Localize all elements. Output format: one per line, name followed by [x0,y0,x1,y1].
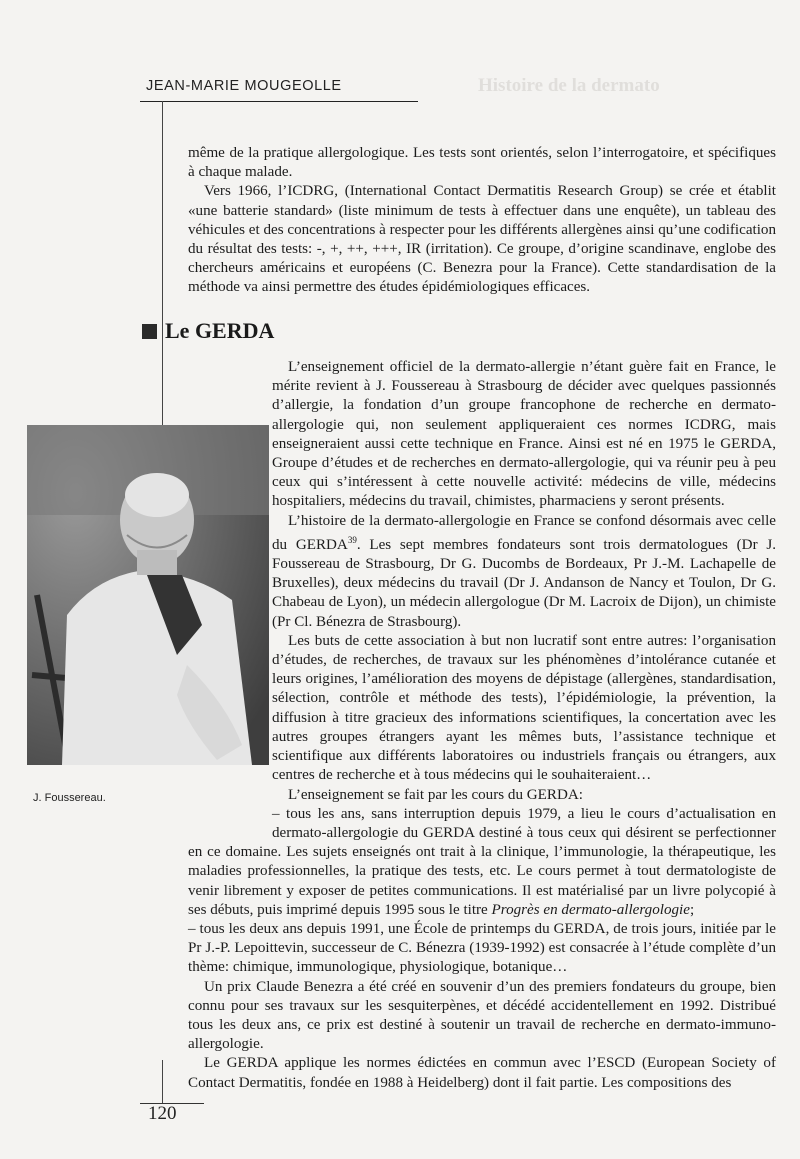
flow-paragraph-7: Un prix Claude Benezra a été créé en souvenir d’un des premiers fondateurs du groupe, bien connu pour ses travaux sur les sesquiterpènes, et décédé accidentellement en 1992. Distribué tous les deux ans, ce prix est destiné à soutenir un travail de recherche en dermato-immuno-allergologie. [188,978,776,1053]
section-bullet-square-icon [142,324,157,339]
section-heading [142,318,274,344]
running-header-author: JEAN-MARIE MOUGEOLLE [146,78,342,94]
flow-paragraph-6: – tous les deux ans depuis 1991, une École de printemps du GERDA, de trois jours, initiée par le Pr J.-P. Lepoittevin, successeur de C. Bénezra (1939-1992) est consacrée à l’étude complète d’un thème: chimique, immunologique, physiologique, botanique… [188,920,776,976]
flow-paragraph-5: – tous les ans, sans interruption depuis 1979, a lieu le cours d’actualisation en dermato-allergologie du GERDA destiné à tous ceux qui désirent se perfectionner en ce domaine. Les sujets enseignés ont trait à la clinique, l’immunologie, la thérapeutique, les maladies professionnelles, la pratique des tests, etc. Le cours permet à tout dermatologiste de venir librement y exposer de petites communications. Il est matérialisé par un livre polycopié à ses débuts, puis imprimé depuis 1995 sous le titre Progrès en dermato-allergologie; [188,805,776,918]
section-title: Le GERDA [165,318,275,343]
footer-margin-rule [162,1060,163,1103]
main-flow [188,358,776,1093]
page-number: 120 [148,1103,177,1124]
flow-paragraph-1: L’enseignement officiel de la dermato-allergie n’étant guère fait en France, le mérite revient à J. Foussereau à Strasbourg de décider avec quelques passionnés d’allergie, la fondation d’un groupe francophone de recherche en dermato-allergologie qui, non seulement appliqueraient ces normes ICDRG, mais enseigneraient aussi cette technique en France. Ainsi est né en 1975 le GERDA, Groupe d’études et de recherches en dermato-allergologie, qui va réunir peu à peu ceux qui s’intéressent à cette nouvelle activité: médecins de ville, médecins hospitaliers, médecins du travail, chimistes, pharmaciens y seront présents. [272,359,776,510]
book-title: Progrès en dermato-allergologie [491,901,690,918]
header-rule [140,101,418,102]
flow-paragraph-3: Les buts de cette association à but non lucratif sont entre autres: l’organisation d’études, de recherches, de travaux sur les phénomènes d’intolérance cutanée et leurs origines, l’amélioration des moyens de dépistage (allergènes, standardisation, sélection, contrôle et méthode des tests), l’épidémiologie, la prévention, la diffusion à titre gracieux des informations scientifiques, la concertation avec les autres groupes étrangers ayant les mêmes buts, l’assistance technique et scientifique aux différents laboratoires ou industriels français ou étrangers, aux centres de recherche et à tous médecins qui le souhaiteraient… [272,632,776,784]
intro-text [188,144,776,298]
bleed-through-title: Histoire de la dermato [478,78,660,94]
intro-paragraph-2: Vers 1966, l’ICDRG, (International Contact Dermatitis Research Group) se crée et établit «une batterie standard» (liste minimum de tests à effectuer dans une enquête), un tableau des véhicules et des concentrations à respecter pour les différents allergènes ainsi qu’une codification du résultat des tests: -, +, ++, +++, IR (irritation). Ce groupe, d’origine scandinave, englobe des chercheurs américains et européens (C. Benezra pour la France). Cette standardisation de la méthode va ainsi permettre des études épidémiologiques efficaces. [188,183,776,296]
photo-caption: J. Foussereau. [33,792,106,804]
flow-paragraph-2: L’histoire de la dermato-allergologie en France se confond désormais avec celle du GERDA$^{39}$. Les sept membres fondateurs sont trois dermatologues (Dr J. Foussereau de Strasbourg, Dr G. Ducombs de Bordeaux, Pr J.-M. Lachapelle de Bruxelles), deux médecins du travail (Dr J. Andanson de Nancy et Toulon, Dr G. Chabeau de Lyon), un médecin allergologue (Dr M. Lacroix de Dijon), un chimiste (Pr Cl. Bénezra de Strasbourg). [272,512,776,630]
flow-paragraph-8: Le GERDA applique les normes édictées en commun avec l’ESCD (European Society of Contact Dermatitis, fondée en 1988 à Heidelberg) dont il fait partie. Les compositions des [188,1055,776,1091]
flow-paragraph-4: L’enseignement se fait par les cours du GERDA: [288,786,583,803]
intro-paragraph-1: même de la pratique allergologique. Les tests sont orientés, selon l’interrogatoire, et spécifiques à chaque malade. [188,145,776,181]
photo-wrap-spacer [0,416,272,832]
footnote-ref: 39 [347,534,357,545]
